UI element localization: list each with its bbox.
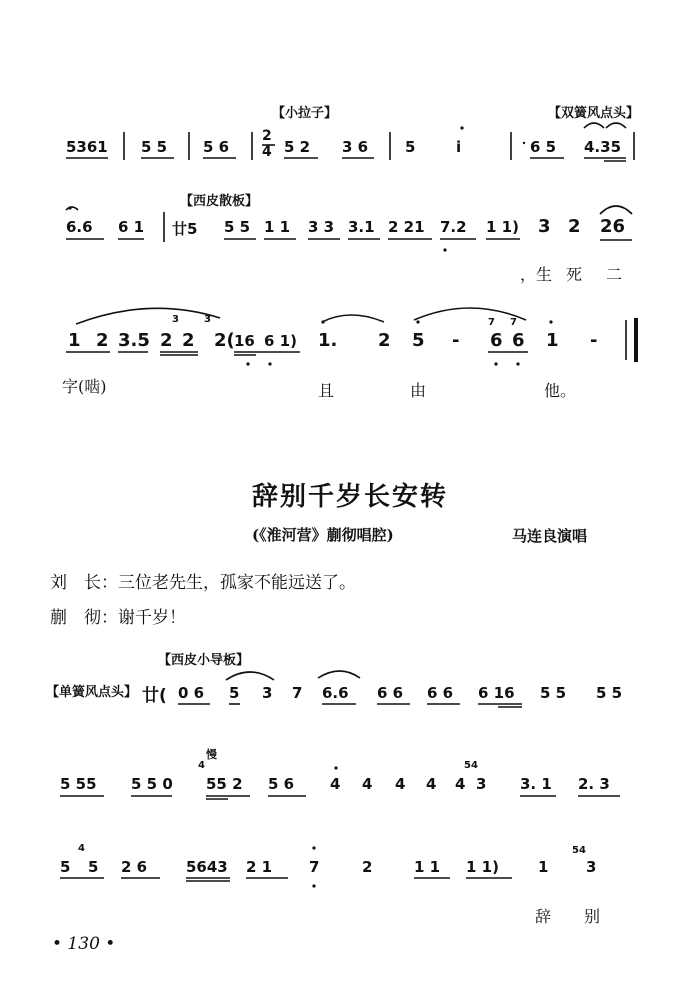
note-group: 5 6 <box>203 138 230 156</box>
note-group: 3 6 <box>342 138 369 156</box>
note: 2 <box>568 216 581 237</box>
lyric: 死 <box>566 265 583 284</box>
note: 3 <box>262 684 273 702</box>
note: 2 <box>362 858 373 876</box>
note-group: 6 5 <box>530 138 557 156</box>
section-label: 【小拉子】 <box>272 106 338 121</box>
note-group: 3.1 <box>348 218 375 236</box>
note-group: 廿5 <box>172 220 198 238</box>
spoken-text: 三位老先生，孤家不能远送了。 <box>118 573 356 593</box>
note: 4 <box>362 775 373 793</box>
note-group: 6 16 <box>478 684 515 702</box>
spoken-text: 谢千岁！ <box>118 608 186 628</box>
note: 1. <box>318 330 338 351</box>
note-group: 1 1 <box>414 858 441 876</box>
note-group: 5 5 0 <box>131 775 173 793</box>
note: 5 <box>229 684 240 702</box>
note: 7 <box>292 684 303 702</box>
time-signature: 2 4 <box>262 128 272 160</box>
note-group: 1 1) <box>466 858 499 876</box>
section-label: 【单簧风点头】 <box>46 685 138 700</box>
note: 2 <box>96 330 109 351</box>
note: 1 <box>546 330 559 351</box>
note: 2 <box>160 330 173 351</box>
note-group: 1 1) <box>486 218 519 236</box>
note-group: 6.6 <box>322 684 349 702</box>
note-group: 6 1 <box>118 218 145 236</box>
note-group: 5 <box>405 138 416 156</box>
note: 2 <box>378 330 391 351</box>
note: 2 <box>182 330 195 351</box>
note: 4 <box>395 775 406 793</box>
note: 3 <box>538 216 551 237</box>
lyric: 别 <box>584 907 601 926</box>
note-group: 2 21 <box>388 218 425 236</box>
note-group: 5 5 <box>596 684 623 702</box>
grace-note: 54 <box>572 845 586 856</box>
note-group: 7.2 <box>440 218 467 236</box>
note: 6 <box>490 330 503 351</box>
note-group: 5 5 <box>540 684 567 702</box>
page-number: • 130 • <box>52 934 116 954</box>
note: 5 <box>60 858 71 876</box>
note-group: 1 1 <box>264 218 291 236</box>
note: 6 <box>512 330 525 351</box>
note: 4 <box>426 775 437 793</box>
note-group: 5643 <box>186 858 228 876</box>
note-group: 2( <box>214 330 235 351</box>
lyric: 辞 <box>535 907 552 926</box>
note-group: 0 6 <box>178 684 205 702</box>
note-group: 5 5 <box>224 218 251 236</box>
lyric: 且 <box>318 381 335 400</box>
note-group: 2 6 <box>121 858 148 876</box>
grace-note: 7 <box>510 317 517 328</box>
grace-note: 54 <box>464 760 478 771</box>
note-group: 3. 1 <box>520 775 552 793</box>
lyric: 字(啮) <box>62 377 107 396</box>
note: 4 <box>330 775 341 793</box>
lyric: 由 <box>410 381 427 400</box>
singer-credit: 马连良演唱 <box>512 527 588 545</box>
dash: - <box>452 330 460 351</box>
note-group: 4.35 <box>584 138 622 156</box>
note-group: 5 55 <box>60 775 97 793</box>
note-group: i <box>456 138 462 156</box>
note: 7 <box>309 858 320 876</box>
note: 3 <box>586 858 597 876</box>
lyric: 二 <box>606 265 623 284</box>
section-label: 【西皮小导板】 <box>158 653 250 668</box>
speaker: 刘 长： <box>50 573 118 593</box>
tempo-marking: 慢 <box>206 748 217 761</box>
note-group: 3.5 <box>118 330 150 351</box>
piece-title: 辞别千岁长安转 <box>252 482 449 512</box>
piece-subtitle: (《淮河营》蒯彻唱腔) <box>252 526 394 544</box>
lyric: 他。 <box>544 381 577 400</box>
note-group: 廿( <box>142 686 167 706</box>
note: 1 <box>68 330 81 351</box>
grace-note: 3 <box>172 314 179 325</box>
note: 3 <box>476 775 487 793</box>
note-group: 2. 3 <box>578 775 610 793</box>
dash: - <box>590 330 598 351</box>
note-group: 55 2 <box>206 775 243 793</box>
note-group: 5 2 <box>284 138 311 156</box>
note-group: 6 6 <box>377 684 404 702</box>
note-group: 6.6 <box>66 218 93 236</box>
note: 4 <box>455 775 466 793</box>
note-group: 5 6 <box>268 775 295 793</box>
grace-note: 3 <box>204 314 211 325</box>
speaker: 蒯 彻： <box>50 608 118 628</box>
note-group: 5 5 <box>141 138 168 156</box>
section-label: 【双簧风点头】 <box>548 106 640 121</box>
grace-note: 4 <box>198 760 205 771</box>
note: 1 <box>538 858 549 876</box>
lyric: ，生 <box>520 265 553 284</box>
grace-note: 7 <box>488 317 495 328</box>
grace-note: 4 <box>78 843 85 854</box>
note-group: 26 <box>600 216 626 237</box>
note-group: 6 1) <box>264 332 297 350</box>
note-group: 5361 <box>66 138 108 156</box>
note: 5 <box>88 858 99 876</box>
note-group: 16 <box>234 332 255 350</box>
note-group: 6 6 <box>427 684 454 702</box>
section-label: 【西皮散板】 <box>180 194 259 209</box>
note-group: 2 1 <box>246 858 273 876</box>
note: 5 <box>412 330 425 351</box>
note-group: 3 3 <box>308 218 335 236</box>
